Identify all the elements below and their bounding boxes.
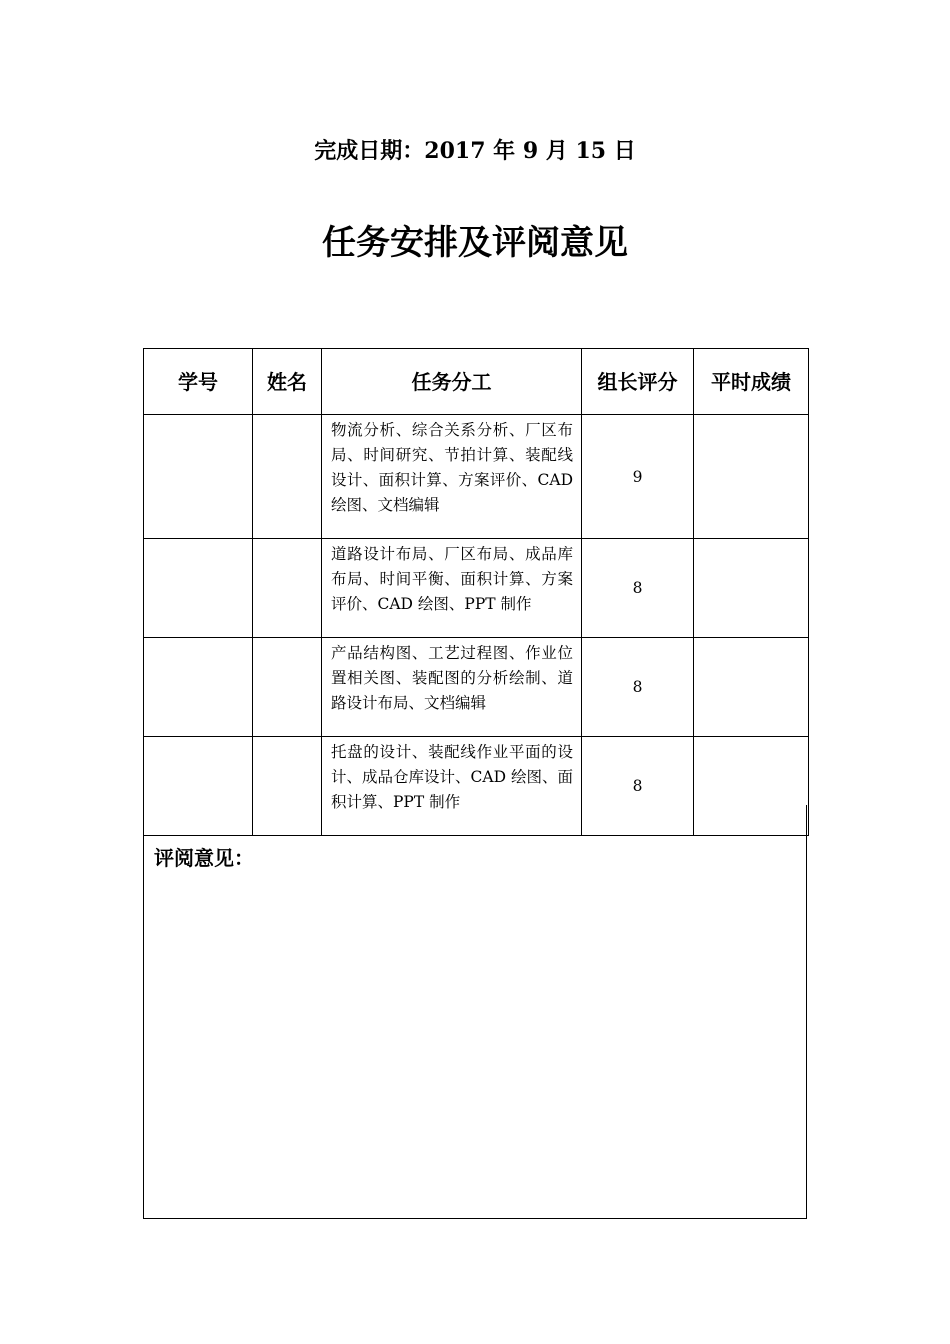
column-header-name: 姓名 bbox=[253, 349, 322, 415]
leader-score-cell: 9 bbox=[582, 415, 694, 539]
leader-score-cell: 8 bbox=[582, 638, 694, 737]
task-assignment-table bbox=[143, 348, 809, 836]
regular-grade-cell bbox=[694, 638, 809, 737]
leader-score-cell: 8 bbox=[582, 737, 694, 836]
task-cell: 道路设计布局、厂区布局、成品库布局、时间平衡、面积计算、方案评价、CAD 绘图、PPT 制作 bbox=[322, 539, 582, 638]
regular-grade-cell bbox=[694, 415, 809, 539]
name-cell bbox=[253, 539, 322, 638]
page-title: 任务安排及评阅意见 bbox=[322, 223, 628, 263]
task-cell: 产品结构图、工艺过程图、作业位置相关图、装配图的分析绘制、道路设计布局、文档编辑 bbox=[322, 638, 582, 737]
task-cell: 物流分析、综合关系分析、厂区布局、时间研究、节拍计算、装配线设计、面积计算、方案评价、CAD 绘图、文档编辑 bbox=[322, 415, 582, 539]
column-header-student-id: 学号 bbox=[144, 349, 253, 415]
student-id-cell bbox=[144, 539, 253, 638]
completion-date: 完成日期：2017 年 9 月 15 日 bbox=[314, 138, 636, 164]
leader-score-cell: 8 bbox=[582, 539, 694, 638]
table-header-row bbox=[144, 349, 809, 415]
table-row bbox=[144, 415, 809, 539]
regular-grade-cell bbox=[694, 539, 809, 638]
column-header-task: 任务分工 bbox=[322, 349, 582, 415]
name-cell bbox=[253, 415, 322, 539]
table-row bbox=[144, 638, 809, 737]
column-header-leader-score: 组长评分 bbox=[582, 349, 694, 415]
table-row bbox=[144, 539, 809, 638]
column-header-regular-grade: 平时成绩 bbox=[694, 349, 809, 415]
review-comments-label: 评阅意见： bbox=[154, 846, 254, 870]
review-comments-box bbox=[143, 805, 807, 1219]
student-id-cell bbox=[144, 638, 253, 737]
task-cell: 托盘的设计、装配线作业平面的设计、成品仓库设计、CAD 绘图、面积计算、PPT 制作 bbox=[322, 737, 582, 836]
name-cell bbox=[253, 638, 322, 737]
student-id-cell bbox=[144, 415, 253, 539]
